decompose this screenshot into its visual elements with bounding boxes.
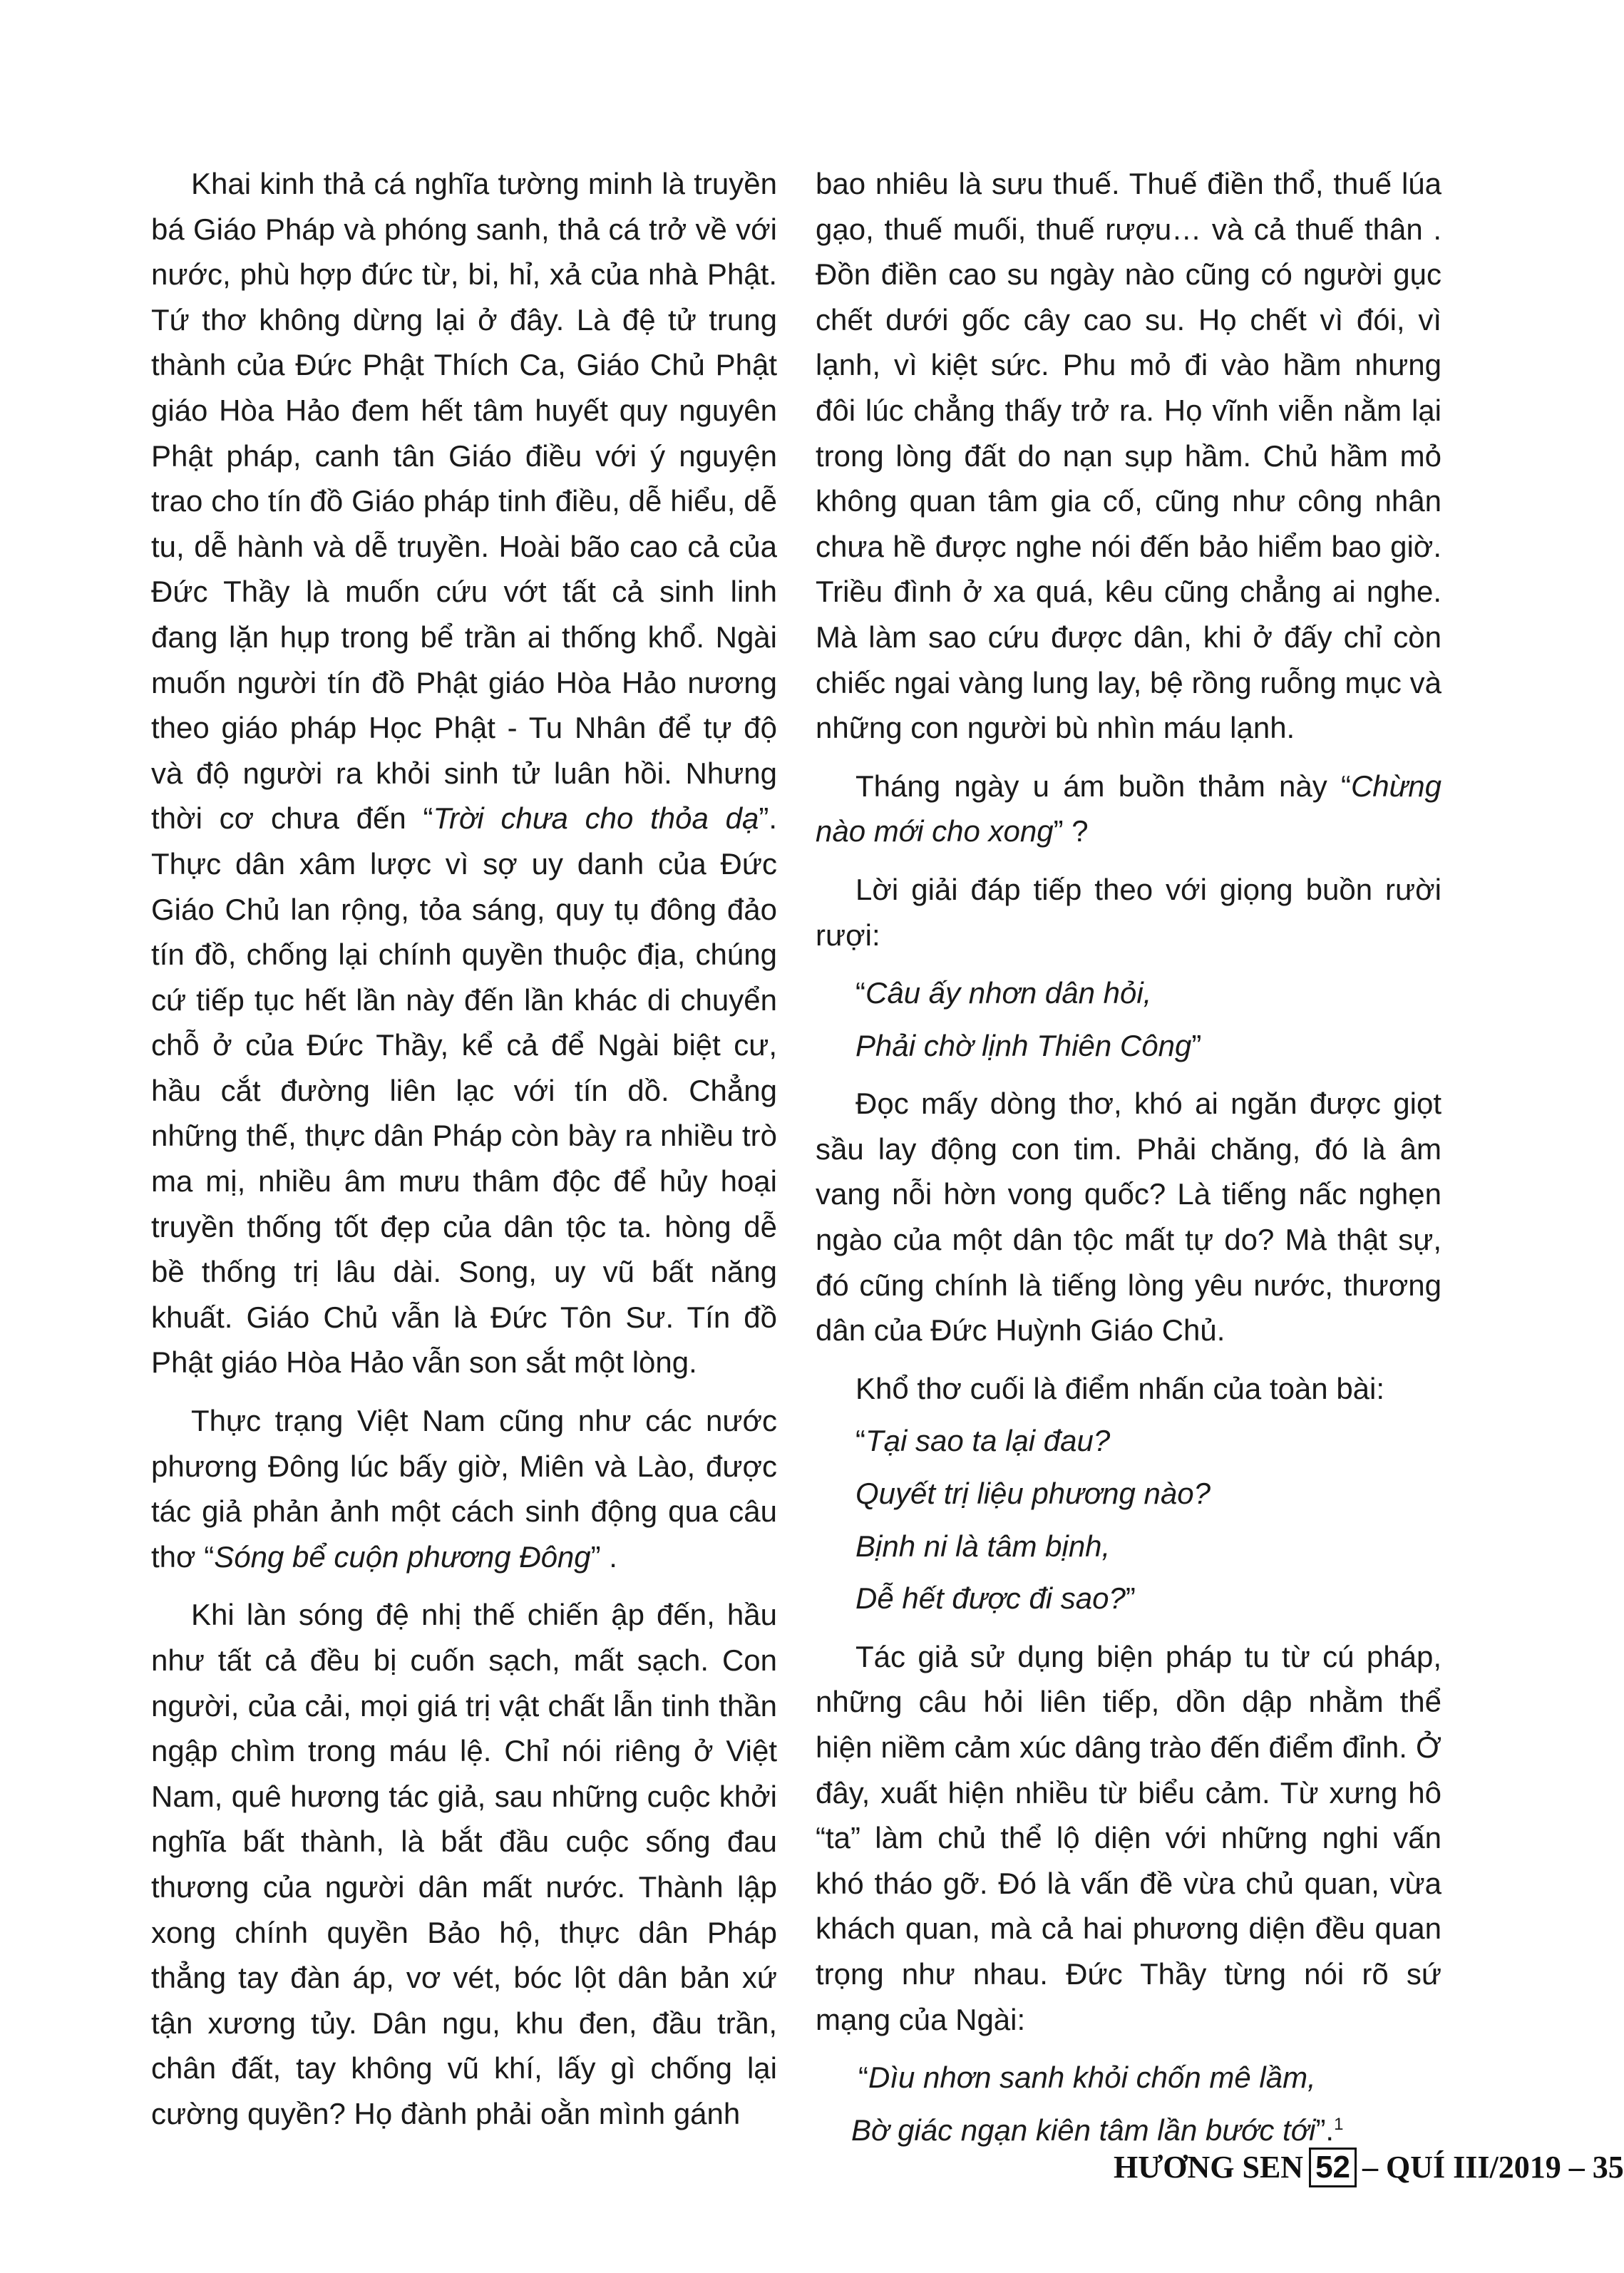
quote-italic: Sóng bể cuộn phương Đông [214, 1539, 591, 1574]
paragraph: Khổ thơ cuối là điểm nhấn của toàn bài: [855, 1371, 1385, 1405]
verse-line: Bịnh ni là tâm bịnh, [855, 1529, 1111, 1563]
paragraph: Thực trạng Việt Nam cũng như các nước phương Đông lúc bấy giờ, Miên và Lào, được tác giả phản ảnh một cách sinh động qua câu thơ “Sóng bể cuộn phương Đông” . [151, 1404, 777, 1574]
paragraph: bao nhiêu là sưu thuế. Thuế điền thổ, thuế lúa gạo, thuế muối, thuế rượu… và cả thuế thân . Đồn điền cao su ngày nào cũng có người gục chết dưới gốc cây cao su. Họ chết vì đói, vì lạnh, vì kiệt sức. Phu mỏ đi vào hầm nhưng đôi lúc chẳng thấy trở ra. Họ vĩnh viễn nằm lại trong lòng đất do nạn sụp hầm. Chủ hầm mỏ không quan tâm gia cố, cũng như công nhân chưa hề được nghe nói đến bảo hiểm bao giờ. Triều đình ở xa quá, kêu cũng chẳng ai nghe. Mà làm sao cứu được dân, khi ở đấy chỉ còn chiếc ngai vàng lung lay, bệ rồng ruỗng mục và những con người bù nhìn máu lạnh. [816, 167, 1441, 745]
paragraph: Tác giả sử dụng biện pháp tu từ cú pháp, những câu hỏi liên tiếp, dồn dập nhằm thể hiện niềm cảm xúc dâng trào đến điểm đỉnh. Ở đây, xuất hiện nhiều từ biểu cảm. Từ xưng hô “ta” làm chủ thể lộ diện với những nghi vấn khó tháo gỡ. Đó là vấn đề vừa chủ quan, vừa khách quan, mà cả hai phương diện đều quan trọng như nhau. Đức Thầy từng nói rõ sứ mạng của Ngài: [816, 1639, 1441, 2036]
issue-number: 52 [1309, 2148, 1357, 2187]
page-footer [1114, 2145, 1624, 2190]
verse-line: “Tại sao ta lại đau? [855, 1424, 1111, 1458]
verse-line: Quyết trị liệu phương nào? [855, 1477, 1211, 1511]
verse-line: “Câu ấy nhơn dân hỏi, [855, 976, 1152, 1010]
verse-line: “Dìu nhơn sanh khỏi chốn mê lầm, [858, 2061, 1316, 2095]
paragraph: Khi làn sóng đệ nhị thế chiến ập đến, hầu như tất cả đều bị cuốn sạch, mất sạch. Con người, của cải, mọi giá trị vật chất lẫn tinh thần ngập chìm trong máu lệ. Chỉ nói riêng ở Việt Nam, quê hương tác giả, sau những cuộc khởi nghĩa bất thành, là bắt đầu cuộc sống đau thương của người dân mất nước. Thành lập xong chính quyền Bảo hộ, thực dân Pháp thẳng tay đàn áp, vơ vét, bóc lột dân bản xứ tận xương tủy. Dân ngu, khu đen, đầu trần, chân đất, tay không vũ khí, lấy gì chống lại cường quyền? Họ đành phải oằn mình gánh [151, 1598, 777, 2130]
issue-period: – QUÍ III/2019 – [1362, 2150, 1585, 2185]
paragraph: Khai kinh thả cá nghĩa tường minh là truyền bá Giáo Pháp và phóng sanh, thả cá trở về với nước, phù hợp đức từ, bi, hỉ, xả của nhà Phật. Tứ thơ không dừng lại ở đây. Là đệ tử trung thành của Đức Phật Thích Ca, Giáo Chủ Phật giáo Hòa Hảo đem hết tâm huyết quy nguyên Phật pháp, canh tân Giáo điều với ý nguyện trao cho tín đồ Giáo pháp tinh điều, dễ hiểu, dễ tu, dễ hành và dễ truyền. Hoài bão cao cả của Đức Thầy là muốn cứu vớt tất cả sinh linh đang lặn hụp trong bể trần ai thống khổ. Ngài muốn người tín đồ Phật giáo Hòa Hảo nương theo giáo pháp Học Phật - Tu Nhân để tự độ và độ người ra khỏi sinh tử luân hồi. Nhưng thời cơ chưa đến “Trời chưa cho thỏa dạ”. Thực dân xâm lược vì sợ uy danh của Đức Giáo Chủ lan rộng, tỏa sáng, quy tụ đông đảo tín đồ, chống lại chính quyền thuộc địa, chúng cứ tiếp tục hết lần này đến lần khác di chuyển chỗ ở của Đức Thầy, kể cả để Ngài biệt cư, hầu cắt đường liên lạc với tín dồ. Chẳng những thế, thực dân Pháp còn bày ra nhiều trò ma mị, nhiều âm mưu thâm độc để hủy hoại truyền thống tốt đẹp của dân tộc ta. hòng dễ bề thống trị lâu dài. Song, uy vũ bất năng khuất. Giáo Chủ vẫn là Đức Tôn Sư. Tín đồ Phật giáo Hòa Hảo vẫn son sắt một lòng. [151, 167, 778, 1380]
right-column [816, 161, 1441, 2153]
verse-line: Phải chờ lịnh Thiên Công” [855, 1028, 1202, 1062]
left-column [151, 161, 777, 2137]
paragraph: Đọc mấy dòng thơ, khó ai ngăn được giọt sầu lay động con tim. Phải chăng, đó là âm vang nỗi hờn vong quốc? Là tiếng nấc nghẹn ngào của một dân tộc mất tự do? Mà thật sự, đó cũng chính là tiếng lòng yêu nước, thương dân của Đức Huỳnh Giáo Chủ. [816, 1087, 1441, 1348]
footnote-mark: 1 [1334, 2114, 1344, 2134]
quote-italic: Chừng nào mới cho xong [816, 769, 1441, 848]
verse-line: Bờ giác ngạn kiên tâm lần bước tới”.$^1$ [851, 2113, 1344, 2147]
page-number: 35 [1592, 2150, 1624, 2185]
quote-italic: Trời chưa cho thỏa dạ [433, 801, 759, 836]
verse-line: Dễ hết được đi sao?” [855, 1581, 1136, 1616]
paragraph: Lời giải đáp tiếp theo với giọng buồn rười rượi: [816, 872, 1441, 952]
magazine-title: HƯƠNG SEN [1114, 2150, 1304, 2185]
paragraph: Tháng ngày u ám buồn thảm này “Chừng nào mới cho xong” ? [816, 769, 1441, 848]
